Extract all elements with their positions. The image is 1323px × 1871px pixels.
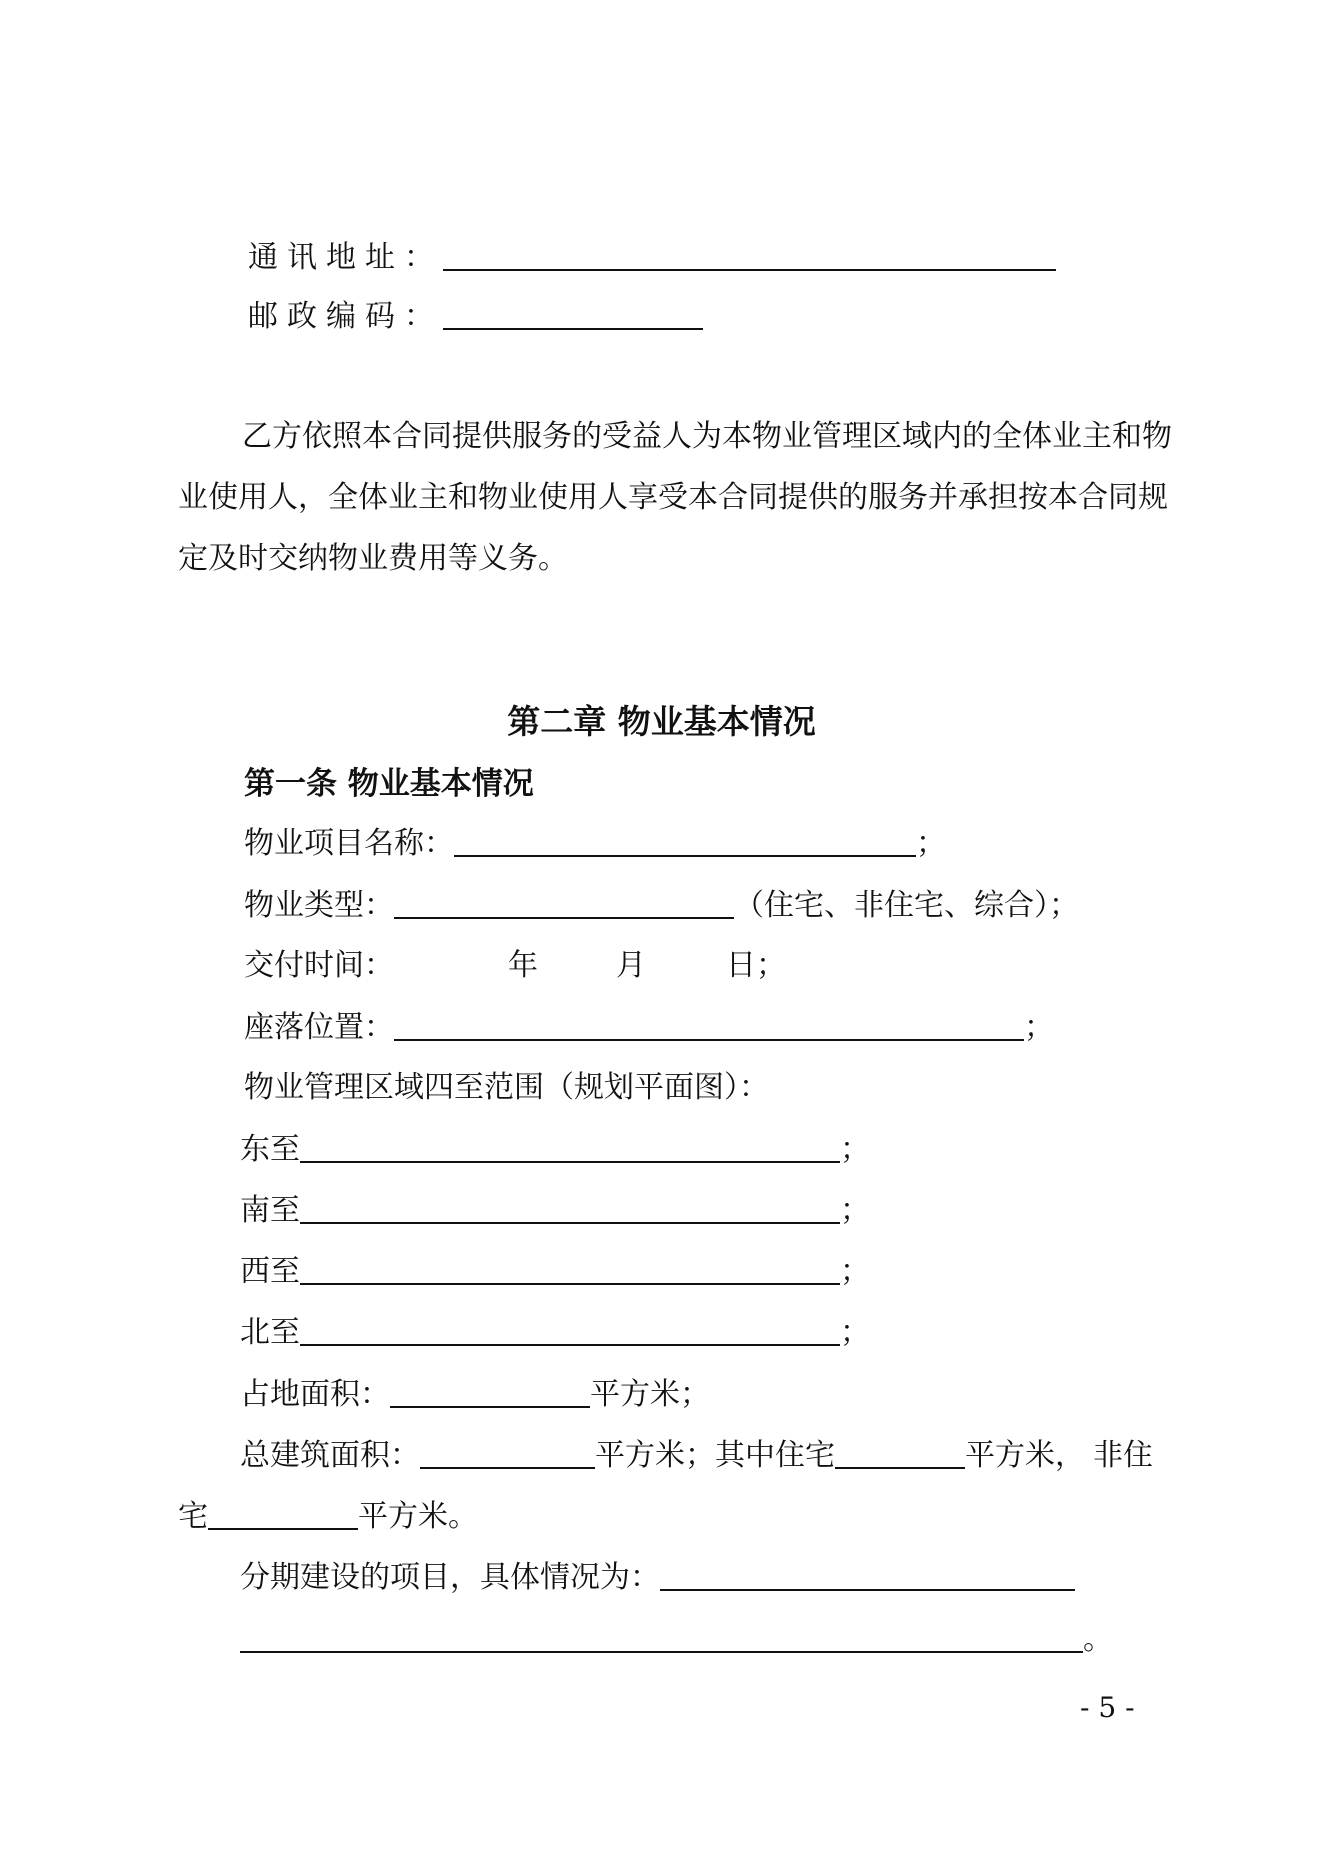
west-row: [240, 1252, 870, 1292]
non-residential-row: [178, 1497, 478, 1537]
total-area-row: [240, 1436, 1153, 1476]
location-row: [244, 1008, 1054, 1048]
residential-blank[interactable]: [835, 1437, 965, 1469]
beneficiary-paragraph: 乙方依照本合同提供服务的受益人为本物业管理区域内的全体业主和物业使用人，全体业主和物业使用人享受本合同提供的服务并承担按本合同规定及时交纳物业费用等义务。: [178, 419, 1172, 576]
phased-row: [240, 1558, 1075, 1598]
type-blank[interactable]: [394, 887, 734, 919]
type-label: 物业类型：: [244, 888, 394, 923]
sqm-semicolon: 平方米；: [590, 1377, 710, 1412]
address-blank[interactable]: [443, 239, 1056, 271]
residential-label: 其中住宅: [715, 1438, 835, 1473]
page-number: - 5 -: [1080, 1691, 1135, 1724]
location-label: 座落位置：: [244, 1010, 394, 1045]
postcode-label: 邮政编码：: [248, 299, 443, 334]
month-label: 月: [616, 948, 646, 983]
article-title: 第一条 物业基本情况: [244, 766, 534, 802]
semicolon: ；: [840, 1254, 870, 1289]
phased-continuation-row: [240, 1620, 1113, 1660]
semicolon: ；: [840, 1315, 870, 1350]
semicolon: ；: [840, 1132, 870, 1167]
east-row: [240, 1130, 870, 1170]
project-name-label: 物业项目名称：: [244, 826, 454, 861]
period: 。: [1083, 1622, 1113, 1657]
non-residential-label-cont: 宅: [178, 1499, 208, 1534]
east-blank[interactable]: [300, 1131, 840, 1163]
west-blank[interactable]: [300, 1253, 840, 1285]
property-type-row: [244, 886, 1079, 926]
project-name-blank[interactable]: [454, 825, 916, 857]
postcode-blank[interactable]: [443, 298, 703, 330]
land-area-row: [240, 1375, 710, 1415]
semicolon: ；: [840, 1193, 870, 1228]
scope-label: 物业管理区域四至范围（规划平面图）：: [244, 1070, 769, 1105]
sqm-period: 平方米。: [358, 1499, 478, 1534]
total-area-label: 总建筑面积：: [240, 1438, 420, 1473]
non-residential-blank[interactable]: [208, 1498, 358, 1530]
phased-label: 分期建设的项目，具体情况为：: [240, 1560, 660, 1595]
location-blank[interactable]: [394, 1009, 1024, 1041]
delivery-label: 交付时间：: [244, 948, 394, 983]
address-row: [248, 238, 1056, 278]
postcode-row: [248, 297, 703, 337]
type-note: （住宅、非住宅、综合）；: [734, 888, 1079, 923]
east-label: 东至: [240, 1132, 300, 1167]
north-row: [240, 1313, 870, 1353]
semicolon: ；: [1024, 1010, 1054, 1045]
south-label: 南至: [240, 1193, 300, 1228]
north-label: 北至: [240, 1315, 300, 1350]
year-label: 年: [508, 948, 538, 983]
land-area-blank[interactable]: [390, 1376, 590, 1408]
day-label: 日；: [726, 948, 786, 983]
land-area-label: 占地面积：: [240, 1377, 390, 1412]
north-blank[interactable]: [300, 1314, 840, 1346]
delivery-time-row: [244, 946, 1044, 986]
project-name-row: [244, 824, 946, 864]
non-residential-label: 非住: [1093, 1438, 1153, 1473]
total-area-blank[interactable]: [420, 1437, 595, 1469]
semicolon: ；: [916, 826, 946, 861]
sqm-comma: 平方米，: [965, 1438, 1085, 1473]
phased-blank[interactable]: [660, 1559, 1075, 1591]
address-label: 通讯地址：: [248, 240, 443, 275]
south-row: [240, 1191, 870, 1231]
west-label: 西至: [240, 1254, 300, 1289]
south-blank[interactable]: [300, 1192, 840, 1224]
sqm-semicolon: 平方米；: [595, 1438, 715, 1473]
chapter-title: 第二章 物业基本情况: [507, 702, 816, 741]
phased-blank-2[interactable]: [240, 1621, 1083, 1653]
